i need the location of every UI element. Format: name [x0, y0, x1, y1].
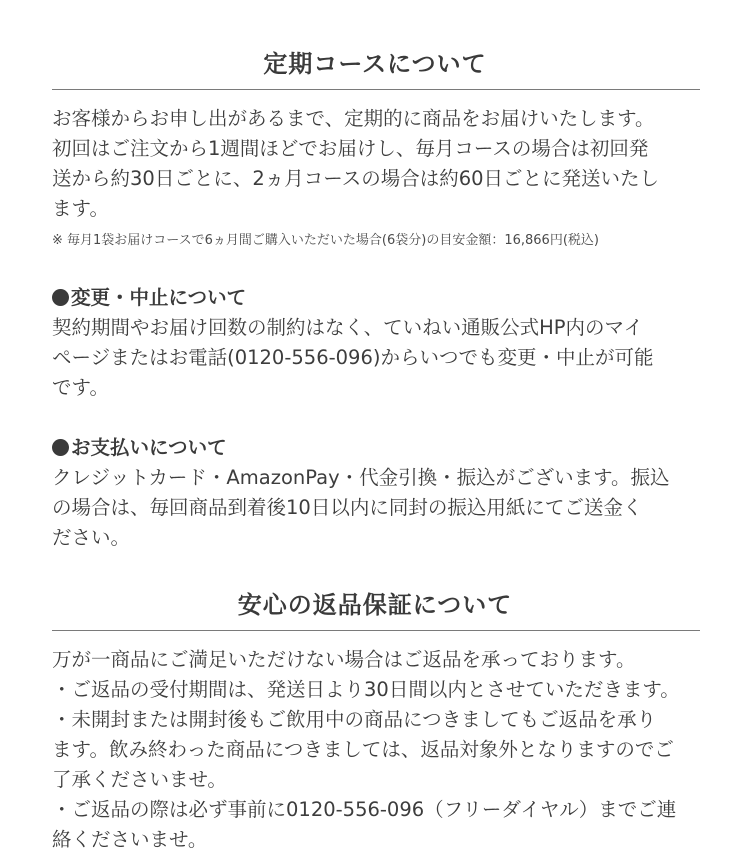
subscription-section-title: 定期コースについて — [263, 50, 487, 78]
subscription-description: お客様からお申し出があるまで、定期的に商品をお届けいたします。 初回はご注文から1週間ほどでお届けし、毎月コースの場合は初回発 送から約30日ごとに、2ヵ月コースの場合は約60日ごとに発送いたし ます。 — [52, 107, 660, 220]
payment-description: クレジットカード・AmazonPay・代金引換・振込がございます。振込 の場合は、毎回商品到着後10日以内に同封の振込用紙にてご送金く ださい。 — [52, 466, 670, 549]
subscription-title-divider — [52, 89, 700, 90]
payment-heading-text: お支払いについて — [71, 436, 227, 459]
change-cancel-heading — [52, 283, 246, 313]
payment-heading — [52, 433, 227, 463]
subscription-price-note: ※ 毎月1袋お届けコースで6ヵ月間ご購入いただいた場合(6袋分)の目安金額：16,866円(税込) — [52, 233, 599, 248]
change-cancel-description: 契約期間やお届け回数の制約はなく、ていねい通販公式HP内のマイ ページまたはお電話(0120-556-096)からいつでも変更・中止が可能 です。 — [52, 316, 654, 399]
bullet-circle-icon — [52, 289, 69, 306]
bullet-circle-icon — [52, 439, 69, 456]
returns-section-title: 安心の返品保証について — [237, 591, 513, 619]
returns-title-divider — [52, 630, 700, 631]
returns-description: 万が一商品にご満足いただけない場合はご返品を承っております。 ・ご返品の受付期間は、発送日より30日間以内とさせていただきます。 ・未開封または開封後もご飲用中の商品につきましてもご返品を承り ます。飲み終わった商品につきましては、返品対象外となりますのでご 了承くださいませ。 ・ご返品の際は必ず事前に0120-556-096（フリーダイヤル）までご連 絡くださいませ。 — [52, 648, 680, 851]
change-cancel-heading-text: 変更・中止について — [71, 286, 247, 309]
